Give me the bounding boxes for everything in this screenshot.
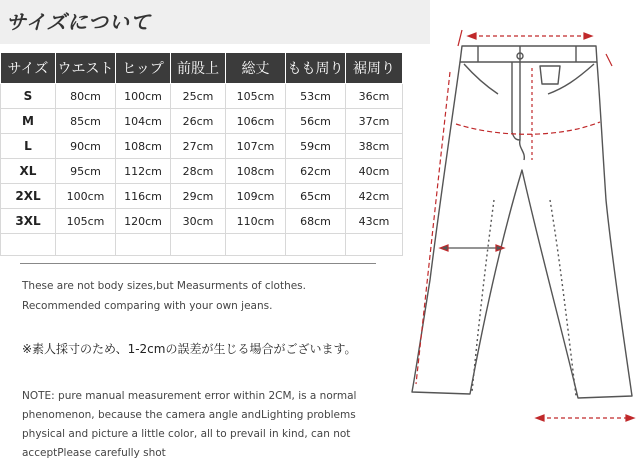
cell-empty xyxy=(226,234,286,256)
header-hip: ヒップ xyxy=(116,53,171,84)
title-bar xyxy=(0,0,430,44)
measurement-lines xyxy=(416,30,634,421)
cell-length: 110cm xyxy=(226,209,286,234)
cell-size: M xyxy=(1,109,56,134)
divider xyxy=(20,263,376,264)
page-title: サイズについて xyxy=(6,10,151,34)
table-row-empty xyxy=(1,234,403,256)
cell-length: 105cm xyxy=(226,84,286,109)
header-hem: 裾周り xyxy=(346,53,403,84)
cell-empty xyxy=(1,234,56,256)
arrow-right-icon xyxy=(496,245,504,251)
cell-empty xyxy=(346,234,403,256)
cell-length: 107cm xyxy=(226,134,286,159)
arrow-right-icon xyxy=(626,415,634,421)
header-rise: 前股上 xyxy=(171,53,226,84)
cell-hem: 40cm xyxy=(346,159,403,184)
cell-length: 109cm xyxy=(226,184,286,209)
table-row xyxy=(1,184,403,209)
cell-rise: 26cm xyxy=(171,109,226,134)
size-table xyxy=(0,52,403,256)
note-recommend: Recommended comparing with your own jeans. xyxy=(22,300,273,312)
cell-waist: 100cm xyxy=(56,184,116,209)
note-measurement-error xyxy=(22,387,382,463)
cell-size: 2XL xyxy=(1,184,56,209)
header-size: サイズ xyxy=(1,53,56,84)
cell-size: 3XL xyxy=(1,209,56,234)
jeans-measurement-diagram xyxy=(400,0,640,467)
cell-hem: 43cm xyxy=(346,209,403,234)
cell-size: XL xyxy=(1,159,56,184)
note-japanese: ※素人採寸のため、1-2cmの誤差が生じる場合がございます。 xyxy=(22,342,357,356)
cell-thigh: 68cm xyxy=(286,209,346,234)
table-row xyxy=(1,134,403,159)
header-thigh: もも周り xyxy=(286,53,346,84)
header-length: 総丈 xyxy=(226,53,286,84)
cell-rise: 29cm xyxy=(171,184,226,209)
cell-hip: 116cm xyxy=(116,184,171,209)
cell-hem: 37cm xyxy=(346,109,403,134)
cell-waist: 95cm xyxy=(56,159,116,184)
note-not-body-sizes: These are not body sizes,but Measurments of clothes. xyxy=(22,280,306,292)
cell-empty xyxy=(286,234,346,256)
cell-hem: 42cm xyxy=(346,184,403,209)
jeans-outline-icon xyxy=(412,46,632,398)
cell-hip: 120cm xyxy=(116,209,171,234)
arrow-left-icon xyxy=(468,33,476,39)
cell-thigh: 56cm xyxy=(286,109,346,134)
note-line: physical and picture a little color, all to prevail in kind, can not xyxy=(22,428,351,440)
cell-rise: 27cm xyxy=(171,134,226,159)
header-waist: ウエスト xyxy=(56,53,116,84)
cell-thigh: 59cm xyxy=(286,134,346,159)
note-line: NOTE: pure manual measurement error within 2CM, is a normal xyxy=(22,390,357,402)
cell-size: S xyxy=(1,84,56,109)
cell-empty xyxy=(116,234,171,256)
cell-length: 106cm xyxy=(226,109,286,134)
cell-hem: 38cm xyxy=(346,134,403,159)
cell-length: 108cm xyxy=(226,159,286,184)
cell-hip: 112cm xyxy=(116,159,171,184)
cell-rise: 25cm xyxy=(171,84,226,109)
arrow-left-icon xyxy=(440,245,448,251)
cell-hip: 100cm xyxy=(116,84,171,109)
cell-waist: 90cm xyxy=(56,134,116,159)
cell-waist: 85cm xyxy=(56,109,116,134)
table-header-row xyxy=(1,53,403,84)
table-row xyxy=(1,109,403,134)
table-row xyxy=(1,209,403,234)
note-line: phenomenon, because the camera angle andLighting problems xyxy=(22,409,356,421)
table-row xyxy=(1,84,403,109)
cell-waist: 105cm xyxy=(56,209,116,234)
note-line: acceptPlease carefully shot xyxy=(22,447,166,459)
cell-rise: 30cm xyxy=(171,209,226,234)
cell-waist: 80cm xyxy=(56,84,116,109)
arrow-left-icon xyxy=(536,415,544,421)
cell-thigh: 65cm xyxy=(286,184,346,209)
cell-size: L xyxy=(1,134,56,159)
cell-hip: 104cm xyxy=(116,109,171,134)
cell-hip: 108cm xyxy=(116,134,171,159)
cell-empty xyxy=(56,234,116,256)
cell-hem: 36cm xyxy=(346,84,403,109)
arrow-right-icon xyxy=(584,33,592,39)
cell-empty xyxy=(171,234,226,256)
cell-rise: 28cm xyxy=(171,159,226,184)
cell-thigh: 62cm xyxy=(286,159,346,184)
cell-thigh: 53cm xyxy=(286,84,346,109)
table-row xyxy=(1,159,403,184)
